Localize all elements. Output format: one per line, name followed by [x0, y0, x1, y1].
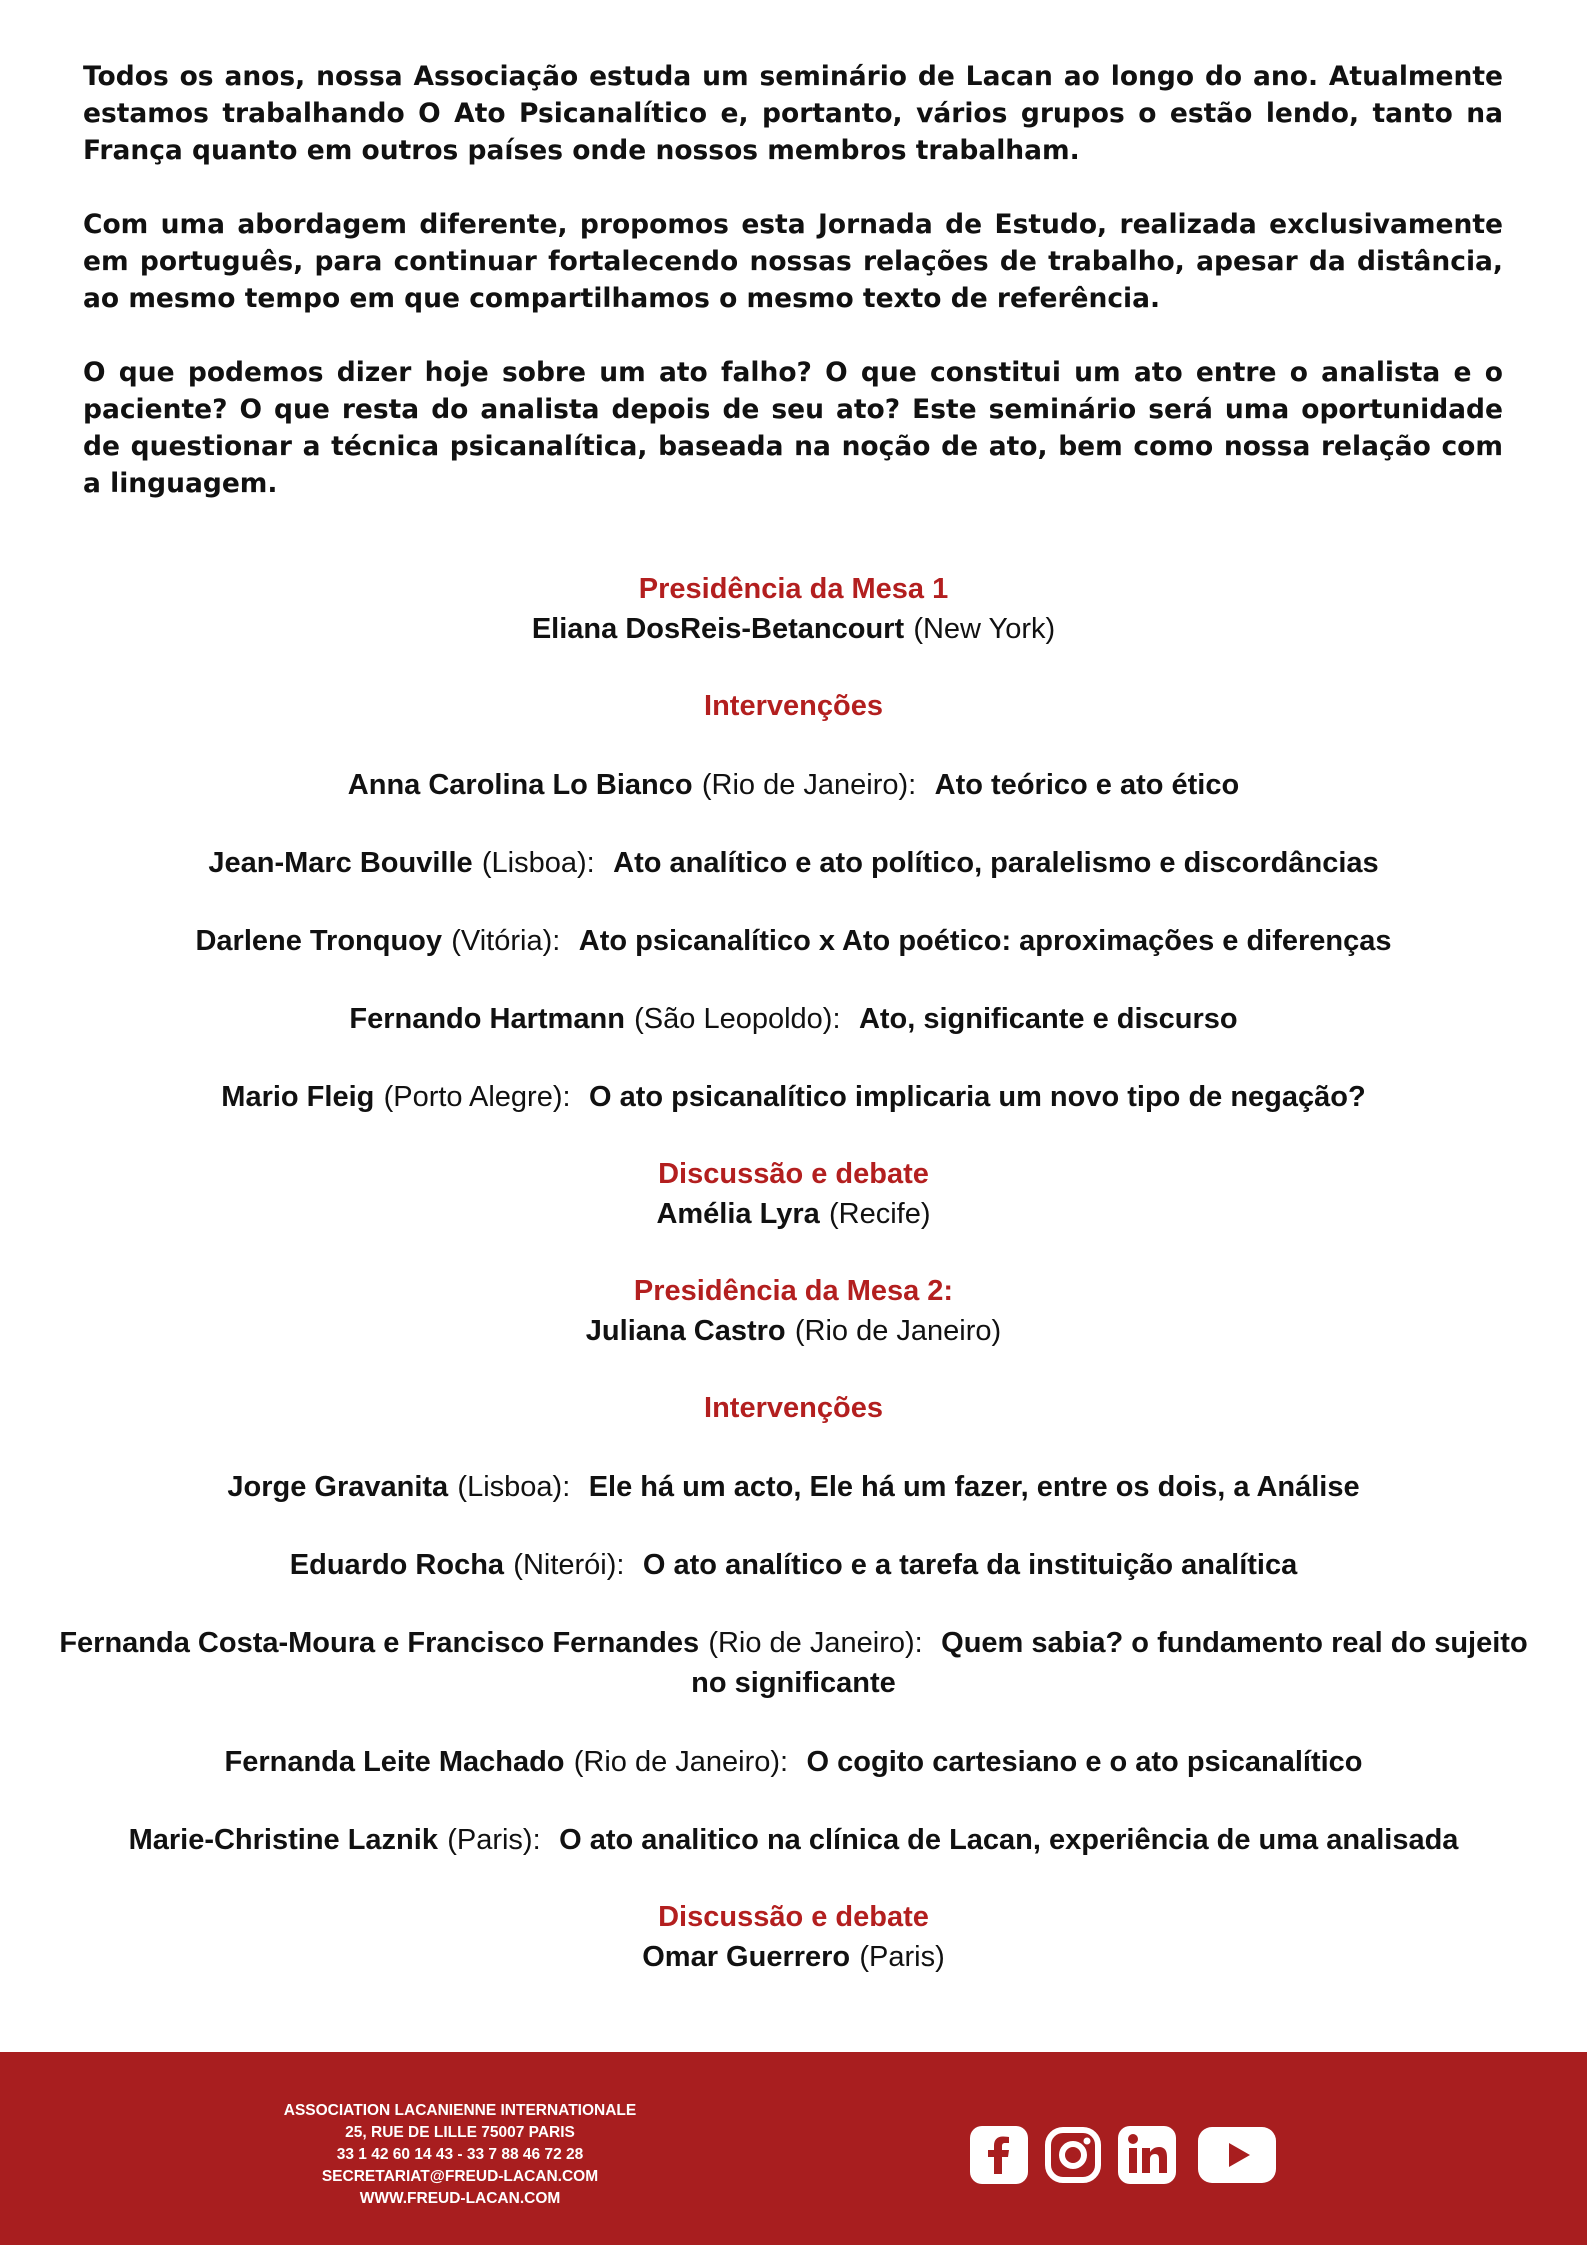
mesa1-discussant: [0, 1194, 1587, 1233]
talk-title: O ato analitico na clínica de Lacan, experiência de uma analisada: [559, 1824, 1459, 1856]
discussant-name: Omar Guerrero: [642, 1941, 851, 1973]
talk-item: [0, 1545, 1587, 1584]
chair-name: Juliana Castro: [585, 1315, 786, 1347]
speaker-name: Eduardo Rocha: [289, 1549, 505, 1581]
speaker-name: Mario Fleig: [221, 1081, 375, 1113]
org-name: ASSOCIATION LACANIENNE INTERNATIONALE: [283, 2102, 637, 2119]
discussant-name: Amélia Lyra: [656, 1198, 820, 1230]
talk-item: [0, 1467, 1587, 1506]
speaker-place: (São Leopoldo):: [634, 1003, 841, 1035]
website-link[interactable]: WWW.FREUD-LACAN.COM: [359, 2190, 561, 2207]
mesa1-discussion-heading: Discussão e debate: [658, 1158, 929, 1190]
email-link[interactable]: SECRETARIAT@FREUD-LACAN.COM: [321, 2168, 599, 2185]
youtube-icon[interactable]: [1198, 2127, 1276, 2183]
facebook-icon[interactable]: [970, 2126, 1028, 2184]
mesa1-interventions-heading: Intervenções: [704, 690, 883, 722]
street-address: 25, RUE DE LILLE 75007 PARIS: [345, 2124, 575, 2141]
talk-title: Ato analítico e ato político, paralelismo e discordâncias: [613, 847, 1379, 879]
speaker-place: (Rio de Janeiro):: [701, 769, 917, 801]
talk-title: Ato teórico e ato ético: [934, 769, 1240, 801]
speaker-place: (Paris):: [447, 1824, 541, 1856]
speaker-place: (Lisboa):: [481, 847, 595, 879]
program: [0, 570, 1587, 1976]
mesa2-discussant: [0, 1937, 1587, 1976]
talk-item: [0, 999, 1587, 1038]
discussant-place: (Paris): [859, 1941, 945, 1973]
mesa1-heading: Presidência da Mesa 1: [638, 573, 949, 605]
speaker-name: Fernanda Costa-Moura e Francisco Fernandes: [59, 1627, 700, 1659]
talk-title: O ato psicanalítico implicaria um novo tipo de negação?: [589, 1081, 1366, 1113]
mesa2-heading: Presidência da Mesa 2:: [633, 1275, 954, 1307]
speaker-name: Jorge Gravanita: [227, 1471, 449, 1503]
speaker-name: Jean-Marc Bouville: [208, 847, 473, 879]
talk-item: [0, 1820, 1587, 1859]
talk-item: [0, 1742, 1587, 1781]
speaker-place: (Niterói):: [513, 1549, 625, 1581]
talk-title: Quem sabia? o fundamento real do sujeito no significante: [691, 1627, 1528, 1699]
discussant-place: (Recife): [829, 1198, 931, 1230]
speaker-place: (Vitória):: [451, 925, 561, 957]
chair-place: (New York): [913, 613, 1056, 645]
mesa2-interventions-heading: Intervenções: [704, 1392, 883, 1424]
talk-title: O cogito cartesiano e o ato psicanalítico: [806, 1746, 1363, 1778]
linkedin-icon[interactable]: [1118, 2126, 1176, 2184]
speaker-place: (Rio de Janeiro):: [573, 1746, 789, 1778]
talk-item: [0, 1623, 1587, 1703]
speaker-place: (Lisboa):: [457, 1471, 571, 1503]
speaker-name: Darlene Tronquoy: [195, 925, 443, 957]
speaker-name: Anna Carolina Lo Bianco: [347, 769, 693, 801]
speaker-place: (Porto Alegre):: [383, 1081, 571, 1113]
phone-numbers: 33 1 42 60 14 43 - 33 7 88 46 72 28: [336, 2146, 584, 2163]
mesa2-discussion-heading: Discussão e debate: [658, 1901, 929, 1933]
instagram-icon[interactable]: [1044, 2126, 1102, 2184]
talk-item: [0, 1077, 1587, 1116]
footer-address-block: [230, 2100, 690, 2210]
talk-title: Ato psicanalítico x Ato poético: aproximações e diferenças: [578, 925, 1392, 957]
speaker-name: Fernanda Leite Machado: [224, 1746, 565, 1778]
talk-title: O ato analítico e a tarefa da instituição analítica: [642, 1549, 1298, 1581]
mesa1-chair: [0, 609, 1587, 648]
talk-item: [0, 765, 1587, 804]
chair-name: Eliana DosReis-Betancourt: [531, 613, 905, 645]
footer: [0, 2052, 1587, 2245]
intro-text: [83, 58, 1503, 502]
intro-paragraph-2: Com uma abordagem diferente, propomos esta Jornada de Estudo, realizada exclusivamente em português, para continuar fortalecendo nossas relações de trabalho, apesar da distância, ao mesmo tempo em que compartilhamos o mesmo texto de referência.: [83, 209, 1503, 314]
intro-paragraph-3: O que podemos dizer hoje sobre um ato falho? O que constitui um ato entre o analista e o paciente? O que resta do analista depois de seu ato? Este seminário será uma oportunidade de questionar a técnica psicanalítica, baseada na noção de ato, bem como nossa relação com a linguagem.: [83, 357, 1503, 499]
speaker-name: Fernando Hartmann: [349, 1003, 625, 1035]
speaker-name: Marie-Christine Laznik: [128, 1824, 438, 1856]
talk-title: Ato, significante e discurso: [858, 1003, 1238, 1035]
talk-title: Ele há um acto, Ele há um fazer, entre os dois, a Análise: [588, 1471, 1360, 1503]
social-links: [970, 2126, 1276, 2184]
talk-item: [0, 921, 1587, 960]
intro-paragraph-1: Todos os anos, nossa Associação estuda um seminário de Lacan ao longo do ano. Atualmente estamos trabalhando O Ato Psicanalítico e, portanto, vários grupos o estão lendo, tanto na França quanto em outros países onde nossos membros trabalham.: [83, 61, 1503, 166]
chair-place: (Rio de Janeiro): [794, 1315, 1002, 1347]
speaker-place: (Rio de Janeiro):: [708, 1627, 923, 1659]
talk-item: [0, 843, 1587, 882]
mesa2-chair: [0, 1311, 1587, 1350]
